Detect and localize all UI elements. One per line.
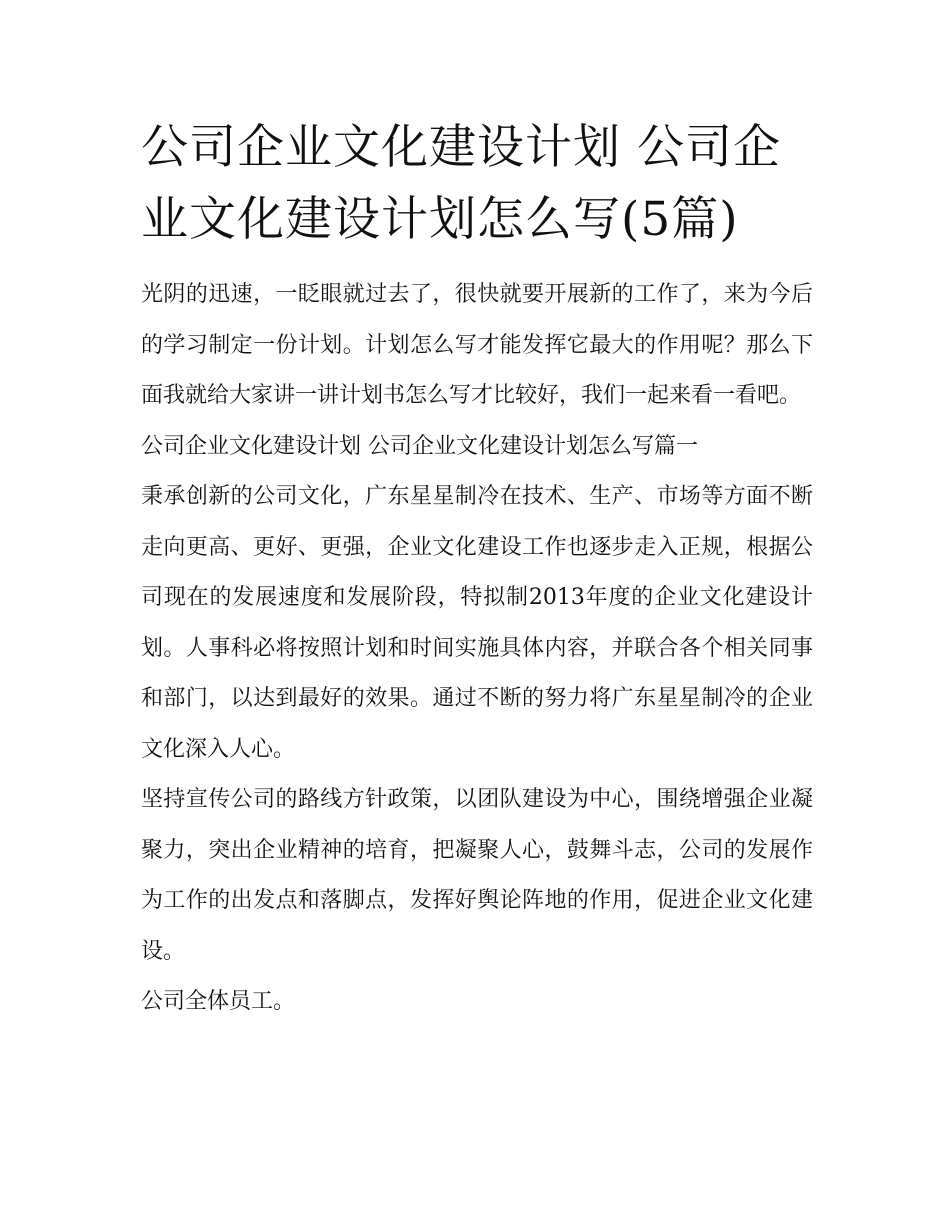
section-heading: 公司企业文化建设计划 公司企业文化建设计划怎么写篇一 xyxy=(141,433,698,459)
document-body xyxy=(141,112,813,1028)
body-paragraph: 秉承创新的公司文化，广东星星制冷在技术、生产、市场等方面不断走向更高、更好、更强，企业文化建设工作也逐步走入正规，根据公司现在的发展速度和发展阶段，特拟制2013年度的企业文化建设计划。人事科必将按照计划和时间实施具体内容，并联合各个相关同事和部门，以达到最好的效果。通过不断的努力将广东星星制冷的企业文化深入人心。 xyxy=(141,484,813,762)
intro-paragraph: 光阴的迅速，一眨眼就过去了，很快就要开展新的工作了，来为今后的学习制定一份计划。计划怎么写才能发挥它最大的作用呢？那么下面我就给大家讲一讲计划书怎么写才比较好，我们一起来看一看吧。 xyxy=(141,282,813,408)
body-paragraph: 公司全体员工。 xyxy=(141,989,296,1014)
body-paragraph: 坚持宣传公司的路线方针政策，以团队建设为中心，围绕增强企业凝聚力，突出企业精神的培育，把凝聚人心，鼓舞斗志，公司的发展作为工作的出发点和落脚点，发挥好舆论阵地的作用，促进企业文化建设。 xyxy=(141,787,813,964)
document-title: 公司企业文化建设计划 公司企业文化建设计划怎么写(5篇) xyxy=(141,120,781,247)
